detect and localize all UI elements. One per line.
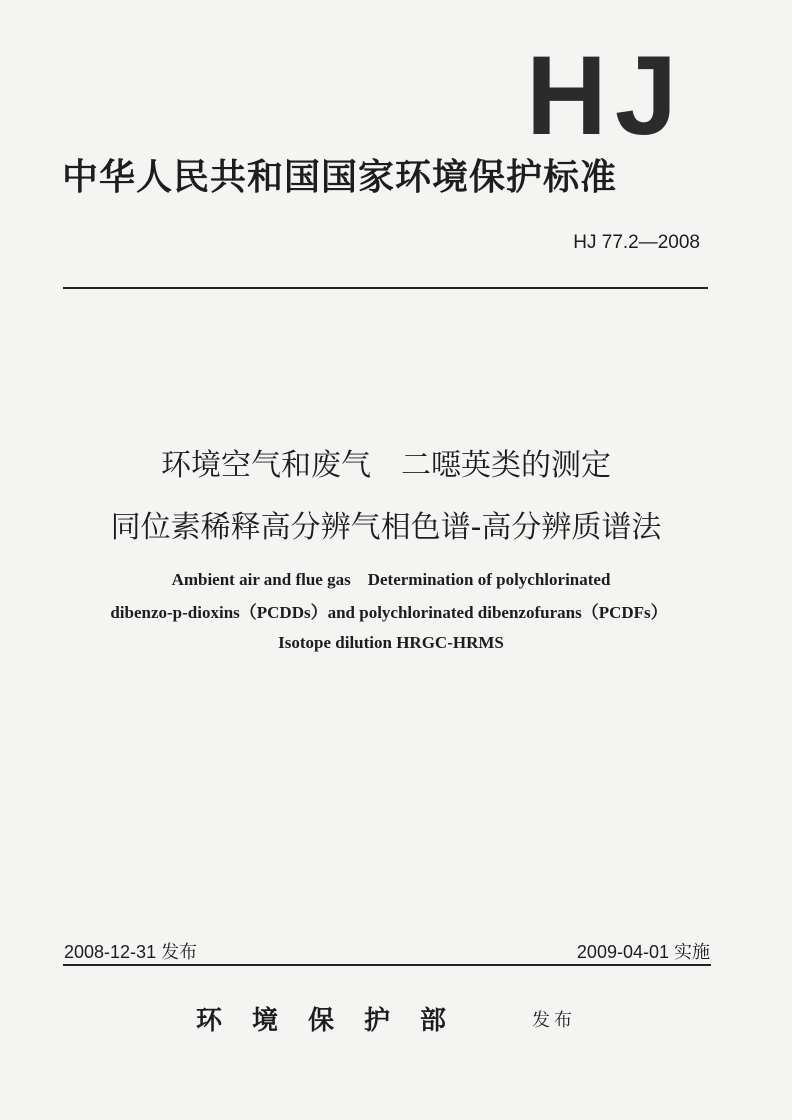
cn-title-line1: 环境空气和废气 二噁英类的测定 [161,448,611,483]
top-divider [63,287,708,289]
en-title-line2: dibenzo-p-dioxins（PCDDs）and polychlorinated dibenzofurans（PCDFs） [110,603,668,622]
bottom-divider [63,964,711,966]
cn-title-line2: 同位素稀释高分辨气相色谱-高分辨质谱法 [110,510,662,545]
standard-type-heading: 中华人民共和国国家环境保护标准 [62,157,618,198]
issuer-suffix: 发布 [532,1010,576,1031]
standard-code: HJ 77.2—2008 [573,232,700,253]
en-title-line1: Ambient air and flue gas Determination of polychlorinated [171,570,611,589]
hj-logo: HJ [526,33,686,158]
en-title-line3: Isotope dilution HRGC-HRMS [278,633,504,652]
implementation-date: 2009-04-01 实施 [576,942,710,962]
issue-date: 2008-12-31 发布 [64,942,198,962]
issuing-authority: 环境保护部 [196,1006,477,1036]
